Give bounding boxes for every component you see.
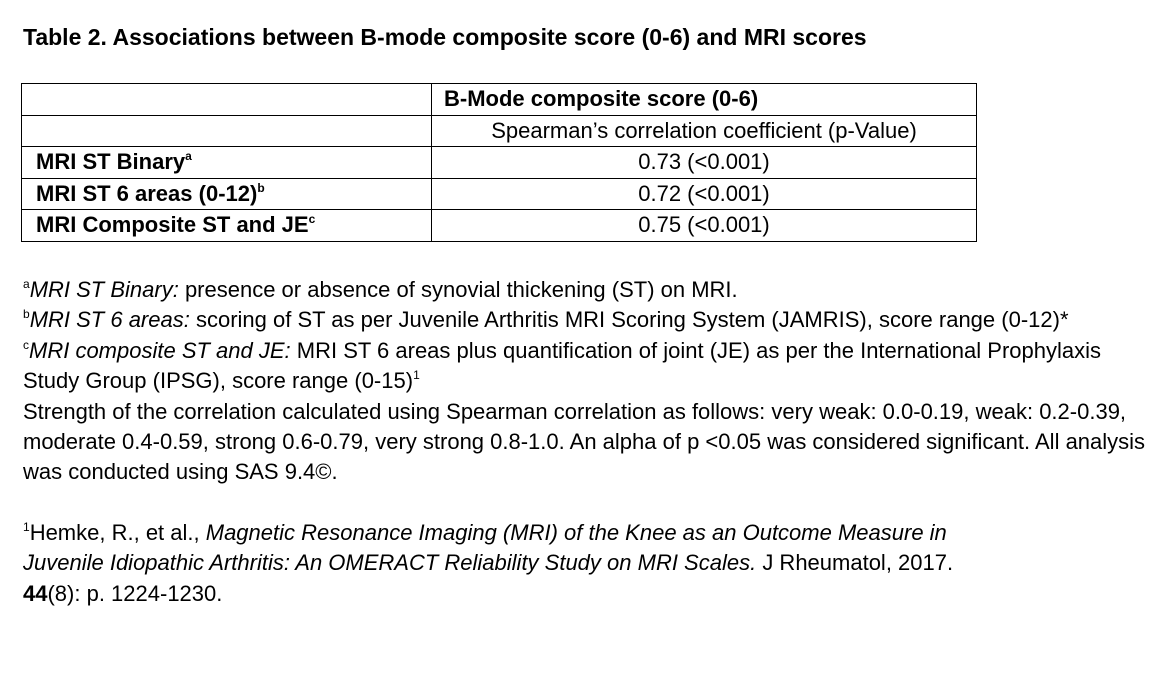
column-header-bmode: B-Mode composite score (0-6) [432, 84, 977, 116]
footnote-c-marker: c [23, 337, 29, 352]
row-label [22, 178, 432, 210]
associations-table [21, 83, 977, 242]
reference-title-line1: Magnetic Resonance Imaging (MRI) of the Knee as an Outcome Measure in [205, 519, 947, 545]
table-row [22, 178, 977, 210]
table-row [22, 147, 977, 179]
table-title: Table 2. Associations between B-mode composite score (0-6) and MRI scores [23, 24, 867, 50]
table-subheader-row [22, 115, 977, 147]
footnote-b-marker: b [23, 307, 30, 322]
footnote-b-term: MRI ST 6 areas: [29, 307, 190, 333]
footnote-b-text: scoring of ST as per Juvenile Arthritis MRI Scoring System (JAMRIS), score range (0-12)* [189, 307, 1069, 333]
reference-title-line2: Juvenile Idiopathic Arthritis: An OMERACT Reliability Study on MRI Scales. [23, 550, 757, 576]
spacer [23, 488, 1148, 518]
row-value: 0.73 (<0.001) [432, 147, 977, 179]
footnote-c [23, 336, 1148, 397]
footnote-c-text: MRI ST 6 areas plus quantification of joint (JE) as per the International Prophylaxis Study Group (IPSG), score range (0-15) [23, 337, 1101, 394]
row-label-text: MRI ST Binary [36, 149, 186, 175]
footnote-a-term: MRI ST Binary: [29, 277, 179, 302]
table-header-row [22, 84, 977, 116]
footnote-c-term: MRI composite ST and JE: [29, 337, 291, 363]
row-value: 0.75 (<0.001) [432, 210, 977, 242]
reference-authors: Hemke, R., et al., [29, 519, 206, 545]
footnote-c-ref-marker: 1 [413, 368, 420, 383]
row-label-text: MRI ST 6 areas (0-12) [36, 180, 258, 206]
strength-note: Strength of the correlation calculated using Spearman correlation as follows: very weak: 0.0-0.19, weak: 0.2-0.39, moderate 0.4-0.59, strong 0.6-0.79, very strong 0.8-1.0. An alpha of p <0.05 was considered significant. All analysis was conducted using SAS 9.4©. [23, 398, 1146, 485]
footnote-b [23, 305, 1148, 335]
footnote-a-text: presence or absence of synovial thickening (ST) on MRI. [178, 277, 738, 302]
table-notes [23, 275, 1148, 609]
footnote-a-marker: a [23, 277, 30, 291]
row-label-sup: b [257, 180, 265, 195]
row-label [22, 147, 432, 179]
row-label [22, 210, 432, 242]
reference-citation [23, 518, 1148, 609]
header-empty-cell [22, 84, 432, 116]
row-label-sup: c [308, 212, 316, 227]
reference-journal: J Rheumatol, 2017. [756, 550, 954, 576]
row-value: 0.72 (<0.001) [432, 178, 977, 210]
reference-volume: 44 [23, 580, 48, 606]
column-subheader-spearman: Spearman’s correlation coefficient (p-Value) [432, 115, 977, 147]
row-label-text: MRI Composite ST and JE [36, 212, 309, 238]
table-row [22, 210, 977, 242]
footnote-a [23, 275, 1148, 305]
subheader-empty-cell [22, 115, 432, 147]
reference-marker: 1 [23, 519, 30, 534]
reference-pages: (8): p. 1224-1230. [47, 580, 223, 606]
row-label-sup: a [185, 149, 192, 164]
